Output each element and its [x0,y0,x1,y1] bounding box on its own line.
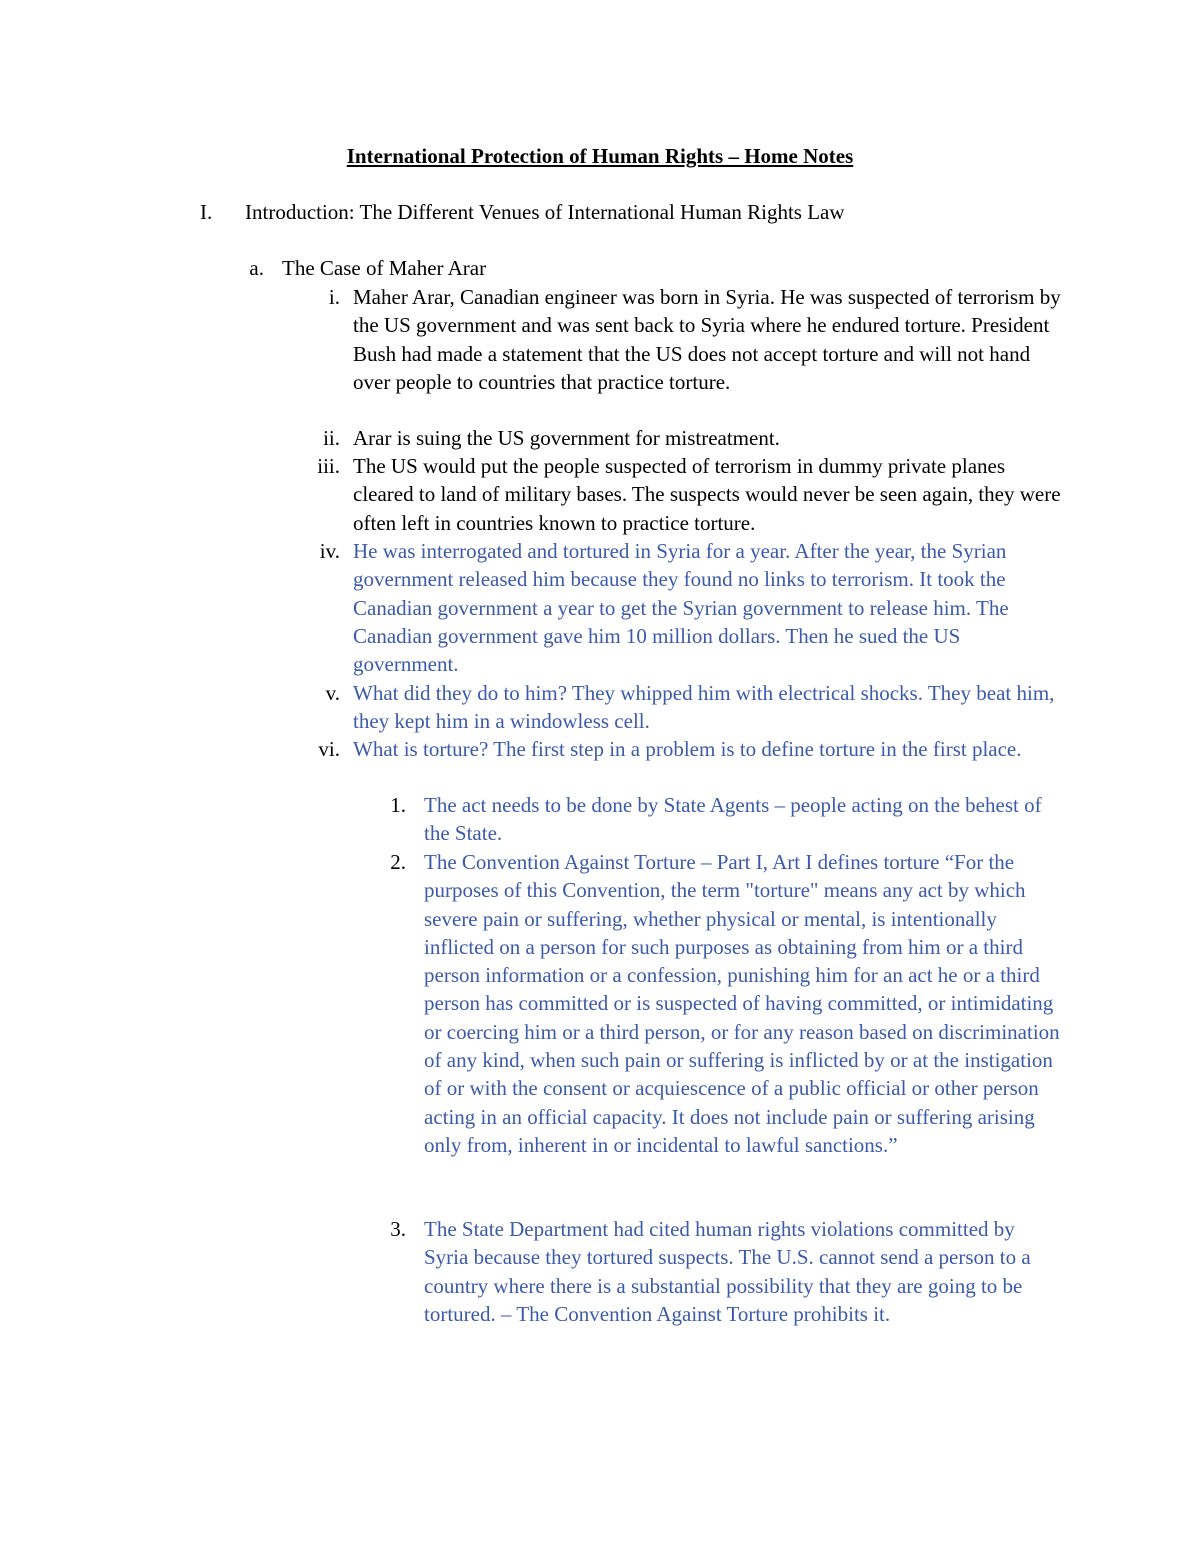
numbered-item-text: The act needs to be done by State Agents – people acting on the behest of the State. [424,793,1042,846]
list-item-text: The US would put the people suspected of terrorism in dummy private planes cleared to land of military bases. The suspects would never be seen again, they were often left in countries known to practice torture. [353,454,1061,535]
numbered-item-marker: 3. [390,1217,406,1241]
numbered-item-marker: 1. [390,793,406,817]
list-item-text: He was interrogated and tortured in Syria for a year. After the year, the Syrian government released him because they found no links to terrorism. It took the Canadian government a year to get the Syrian government to release him. The Canadian government gave him 10 million dollars. Then he sued the US government. [353,539,1009,677]
list-item-marker: iii. [317,454,340,478]
list-item-marker: v. [325,681,340,705]
list-item-text: Arar is suing the US government for mistreatment. [353,426,780,450]
section-marker: I. [200,200,213,224]
list-item-marker: vi. [318,737,340,761]
list-item-marker: ii. [323,426,340,450]
list-item-text: What did they do to him? They whipped him with electrical shocks. They beat him, they kept him in a windowless cell. [353,681,1055,734]
list-item-marker: iv. [319,539,340,563]
page-title: International Protection of Human Rights – Home Notes [346,144,854,168]
list-item-text: Maher Arar, Canadian engineer was born in Syria. He was suspected of terrorism by the US government and was sent back to Syria where he endured torture. President Bush had made a statement that the US does not accept torture and will not hand over people to countries that practice torture. [353,285,1061,394]
numbered-item-marker: 2. [390,850,406,874]
subsection-marker: a. [249,256,264,280]
section-heading: Introduction: The Different Venues of International Human Rights Law [245,200,845,224]
list-item-text: What is torture? The first step in a problem is to define torture in the first place. [353,737,1022,761]
numbered-item-text: The State Department had cited human rights violations committed by Syria because they tortured suspects. The U.S. cannot send a person to a country where there is a substantial possibility that they are going to be tortured. – The Convention Against Torture prohibits it. [424,1217,1031,1326]
subsection-heading: The Case of Maher Arar [282,256,487,280]
numbered-item-text: The Convention Against Torture – Part I, Art I defines torture “For the purposes of this Convention, the term "torture" means any act by which severe pain or suffering, whether physical or mental, is intentionally inflicted on a person for such purposes as obtaining from him or a third person information or a confession, punishing him for an act he or a third person has committed or is suspected of having committed, or intimidating or coercing him or a third person, or for any reason based on discrimination of any kind, when such pain or suffering is inflicted by or at the instigation of or with the consent or acquiescence of a public official or other person acting in an official capacity. It does not include pain or suffering arising only from, inherent in or incidental to lawful sanctions.” [424,850,1060,1157]
list-item-marker: i. [328,285,340,309]
